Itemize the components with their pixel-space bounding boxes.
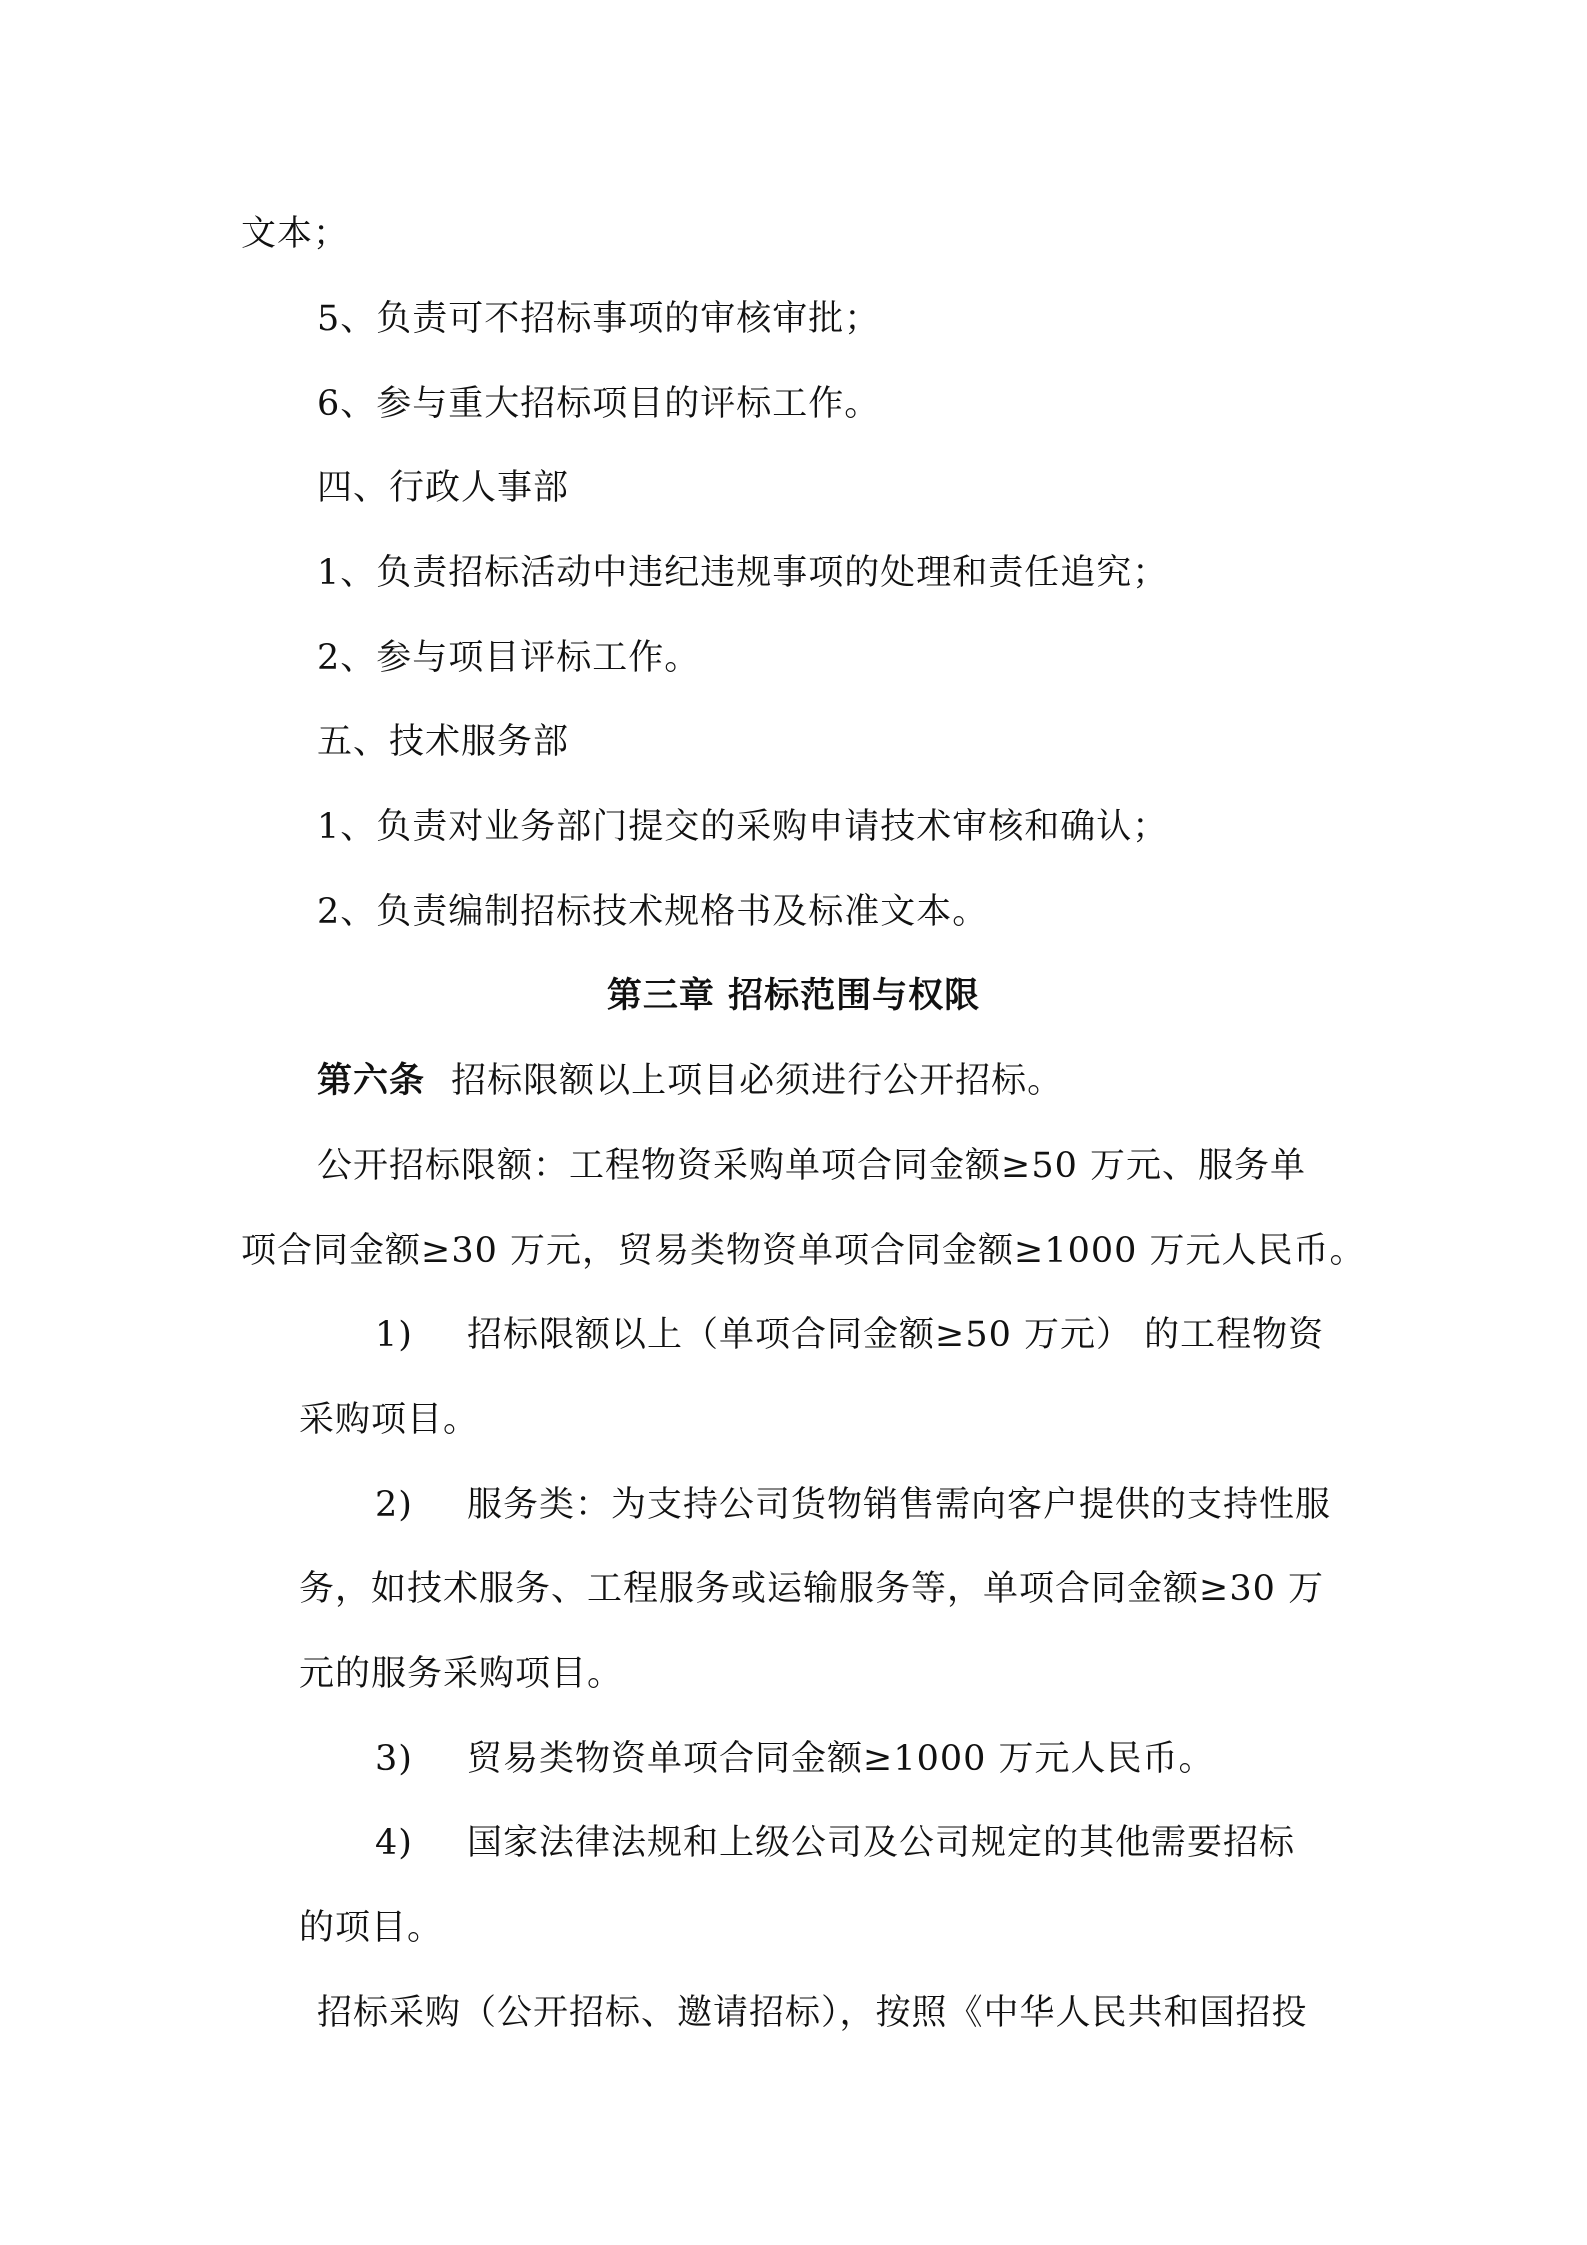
- text-line: 2、负责编制招标技术规格书及标准文本。: [317, 892, 989, 932]
- list-number: 4): [375, 1823, 413, 1863]
- list-item-text: 服务类：为支持公司货物销售需向客户提供的支持性服: [467, 1485, 1332, 1525]
- list-number: 3): [375, 1739, 413, 1779]
- text-line: 1、负责招标活动中违纪违规事项的处理和责任追究；: [317, 553, 1169, 593]
- text-line: 的项目。: [299, 1908, 444, 1948]
- text-line: 文本；: [241, 214, 350, 254]
- text-line: 招标采购（公开招标、邀请招标），按照《中华人民共和国招投: [317, 1993, 1308, 2033]
- text-line: 1、负责对业务部门提交的采购申请技术审核和确认；: [317, 807, 1169, 847]
- list-item-4: [375, 1821, 1295, 1865]
- list-number: 1): [375, 1315, 413, 1355]
- article-text: 招标限额以上项目必须进行公开招标。: [451, 1061, 1064, 1101]
- text-line: 2、参与项目评标工作。: [317, 638, 701, 678]
- list-item-text: 国家法律法规和上级公司及公司规定的其他需要招标: [467, 1823, 1296, 1863]
- article-6-paragraph: [317, 1059, 1063, 1103]
- article-label: 第六条: [317, 1060, 426, 1101]
- text-line: 6、参与重大招标项目的评标工作。: [317, 384, 881, 424]
- chapter-title: 第三章 招标范围与权限: [606, 975, 981, 1016]
- text-line: 元的服务采购项目。: [299, 1654, 624, 1694]
- list-number: 2): [375, 1485, 413, 1525]
- list-item-3: [375, 1737, 1215, 1781]
- section-heading: 五、技术服务部: [317, 722, 570, 762]
- list-item-text: 贸易类物资单项合同金额≥1000 万元人民币。: [467, 1739, 1215, 1779]
- text-line: 务，如技术服务、工程服务或运输服务等，单项合同金额≥30 万: [299, 1569, 1324, 1609]
- list-item-text: 招标限额以上（单项合同金额≥50 万元） 的工程物资: [467, 1315, 1325, 1355]
- text-line: 5、负责可不招标事项的审核审批；: [317, 299, 881, 339]
- section-heading: 四、行政人事部: [317, 468, 570, 508]
- list-item-1: [375, 1313, 1324, 1357]
- text-line: 项合同金额≥30 万元，贸易类物资单项合同金额≥1000 万元人民币。: [241, 1231, 1366, 1271]
- text-line: 采购项目。: [299, 1400, 480, 1440]
- list-item-2: [375, 1483, 1331, 1527]
- text-line: 公开招标限额：工程物资采购单项合同金额≥50 万元、服务单: [317, 1146, 1306, 1186]
